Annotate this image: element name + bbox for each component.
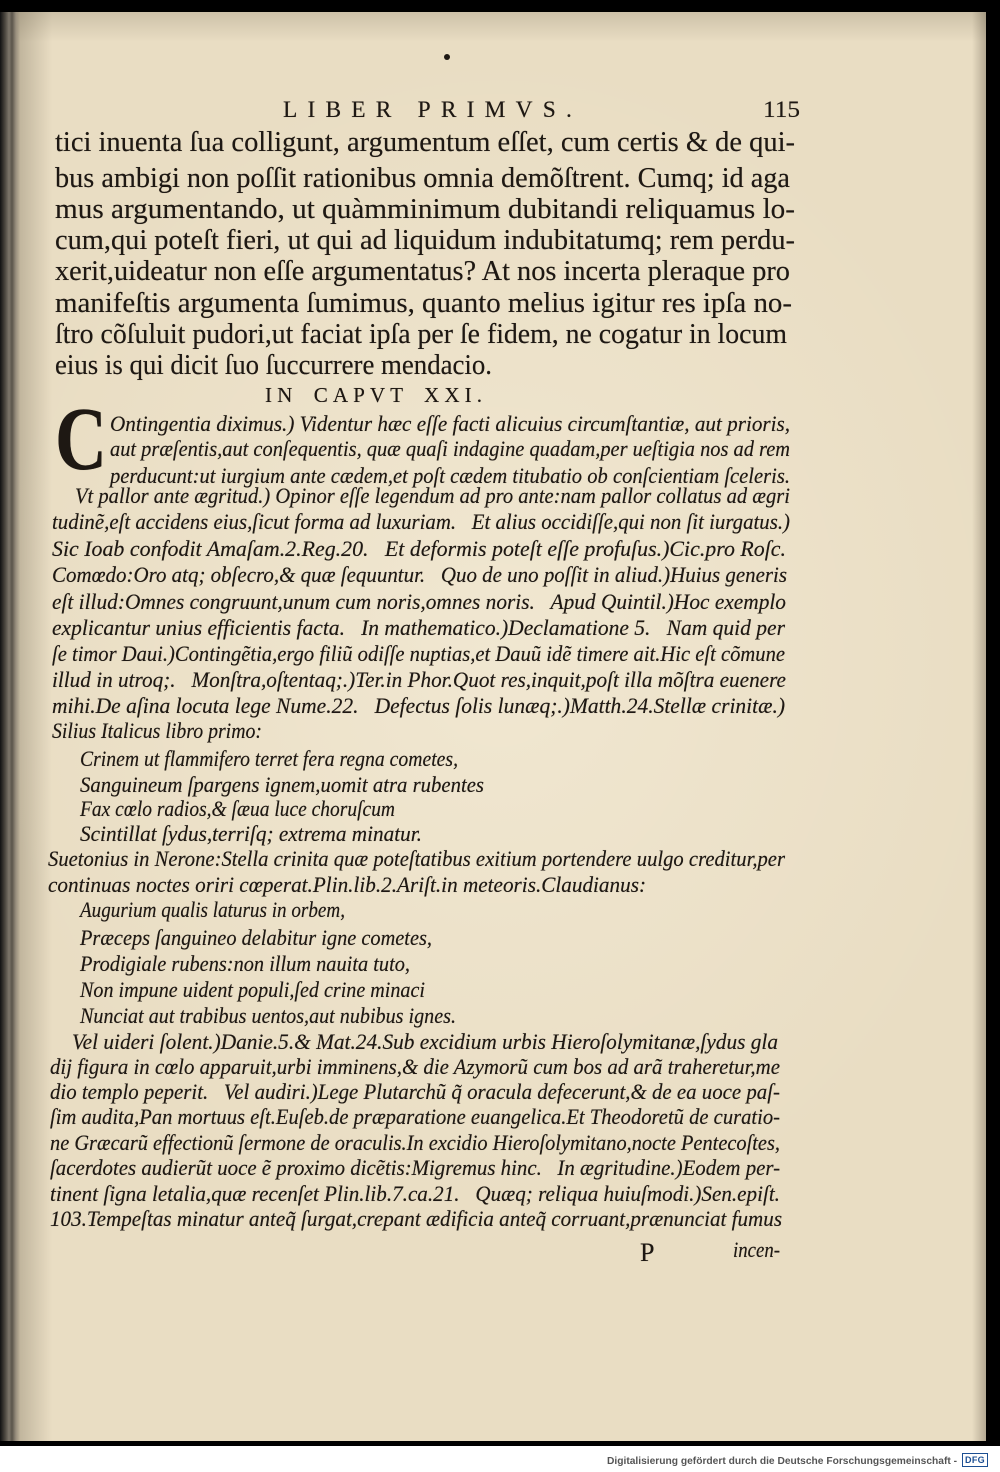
commentary-line: dio templo peperit. Vel audiri.)Lege Plutarchũ q̃ oracula defecerunt,& de ea uoce paſ-	[50, 1079, 780, 1104]
verse-line: Crinem ut flammifero terret fera regna cometes,	[80, 746, 459, 771]
commentary-line: ne Græcarũ effectionũ ſermone de oraculis.In excidio Hieroſolymitano,nocte Pentecoſtes,	[50, 1130, 781, 1155]
main-text-line: eius is qui dicit ſuo ſuccurrere mendacio.	[55, 350, 492, 381]
main-text-line: bus ambigi non poſſit rationibus omnia demõſtrent. Cumq; id aga	[55, 163, 790, 194]
verse-line: Nunciat aut trabibus uentos,aut nubibus ignes.	[80, 1003, 457, 1028]
commentary-line: 103.Tempeſtas minatur anteq̃ ſurgat,crepant ædificia anteq̃ corruant,prænunciat fumus	[50, 1206, 783, 1231]
catchword: incen-	[733, 1237, 780, 1262]
main-text-line: cum,qui poteſt fieri, ut qui ad liquidum indubitatumq; rem perdu-	[55, 225, 795, 256]
running-title: LIBER PRIMVS.	[283, 97, 582, 122]
commentary-line: Ontingentia diximus.) Videntur hæc eſſe facti alicuius circumſtantiæ, aut prioris,	[110, 411, 791, 436]
main-text-line: tici inuenta ſua colligunt, argumentum eſſet, cum certis & de qui-	[55, 127, 796, 158]
commentary-line: perducunt:ut iurgium ante cædem,et poſt cædem titubatio ob conſcientiam ſceleris.	[110, 463, 791, 488]
commentary-line: dij figura in cœlo apparuit,urbi imminens,& die Azymorũ cum bos ad arã traheretur,me	[50, 1054, 780, 1079]
decorated-initial: C	[55, 390, 107, 489]
commentary-line: Vt pallor ante ægritud.) Opinor eſſe legendum ad pro ante:nam pallor collatus ad ægri	[75, 483, 790, 508]
commentary-line: mihi.De aſina locuta lege Nume.22. Defectus ſolis lunæq;.)Matth.24.Stellæ crinitæ.)	[52, 693, 786, 718]
commentary-line: aut præſentis,aut conſequentis, quæ quaſi indagine quadam,per ueſtigia nos ad rem	[110, 436, 791, 461]
commentary-line: tudinẽ,eſt accidens eius,ſicut forma ad luxuriam. Et alius occidiſſe,qui non ſit iurgatus.)	[52, 509, 790, 534]
verse-line: Augurium qualis laturus in orbem,	[80, 897, 345, 922]
verse-line: Fax cœlo radios,& ſæua luce choruſcum	[80, 796, 396, 821]
verse-line: Scintillat ſydus,terriſq; extrema minatur.	[80, 821, 422, 846]
commentary-line: illud in utroq;. Monſtra,oſtentaq;.)Ter.in Phor.Quot res,inquit,poſt illa mõſtra euenere	[52, 667, 786, 692]
commentary-line: ſim audita,Pan mortuus eſt.Euſeb.de præparatione euangelica.Et Theodoretũ de curatio-	[50, 1104, 781, 1129]
page-number: 115	[763, 97, 801, 122]
ink-spot	[444, 54, 450, 60]
commentary-line: Suetonius in Nerone:Stella crinita quæ poteſtatibus exitium portendere uulgo creditur,per	[48, 846, 785, 871]
main-text-line: manifeſtis argumenta ſumimus, quanto melius igitur res ipſa no-	[55, 288, 792, 319]
commentary-line: eſt illud:Omnes congruunt,unum cum noris,omnes noris. Apud Quintil.)Hoc exemplo	[52, 589, 787, 614]
signature-mark: P	[640, 1238, 655, 1267]
commentary-line: Comœdo:Oro atq; obſecro,& quæ ſequuntur. Quo de uno poſſit in aliud.)Huius generis	[52, 562, 788, 587]
main-text-line: ſtro cõſuluit pudori,ut faciat ipſa per ſe fidem, ne cogatur in locum	[55, 319, 787, 350]
commentary-line: continuas noctes oriri cœperat.Plin.lib.2.Ariſt.in meteoris.Claudianus:	[48, 872, 647, 897]
dfg-logo: DFG	[962, 1453, 988, 1467]
main-text-line: mus argumentando, ut quàmminimum dubitandi reliquamus lo-	[55, 194, 796, 225]
main-text-line: xerit,uideatur non eſſe argumentatus? At nos incerta pleraque pro	[55, 256, 790, 287]
commentary-line: Silius Italicus libro primo:	[52, 718, 262, 743]
funding-note: Digitalisierung gefördert durch die Deutsche Forschungsgemeinschaft -	[607, 1456, 958, 1467]
verse-line: Sanguineum ſpargens ignem,uomit atra rubentes	[80, 772, 484, 797]
commentary-line: tinent ſigna letalia,quæ recenſet Plin.lib.7.ca.21. Quæq; reliqua huiuſmodi.)Sen.epiſt.	[50, 1181, 780, 1206]
page-edge	[0, 12, 20, 1441]
verse-line: Prodigiale rubens:non illum nauita tuto,	[80, 951, 411, 976]
commentary-line: Vel uideri ſolent.)Danie.5.& Mat.24.Sub excidium urbis Hieroſolymitanæ,ſydus gla	[72, 1029, 779, 1054]
verse-line: Non impune uident populi,ſed crine minaci	[80, 977, 425, 1002]
commentary-line: explicantur unius efficientis facta. In mathematico.)Declamatione 5. Nam quid per	[52, 615, 785, 640]
commentary-line: ſacerdotes audierũt uoce ẽ proximo dicẽtis:Migremus hinc. In ægritudine.)Eodem per-	[50, 1155, 781, 1180]
chapter-heading: IN CAPVT XXI.	[265, 383, 488, 407]
commentary-line: ſe timor Daui.)Contingẽtia,ergo filiũ odiſſe nuptias,et Dauũ idẽ timere ait.Hic eſt cõmune	[52, 641, 786, 666]
verse-line: Præceps ſanguineo delabitur igne cometes,	[80, 925, 432, 950]
commentary-line: Sic Ioab confodit Amaſam.2.Reg.20. Et deformis poteſt eſſe profuſus.)Cic.pro Roſc.	[52, 536, 786, 561]
